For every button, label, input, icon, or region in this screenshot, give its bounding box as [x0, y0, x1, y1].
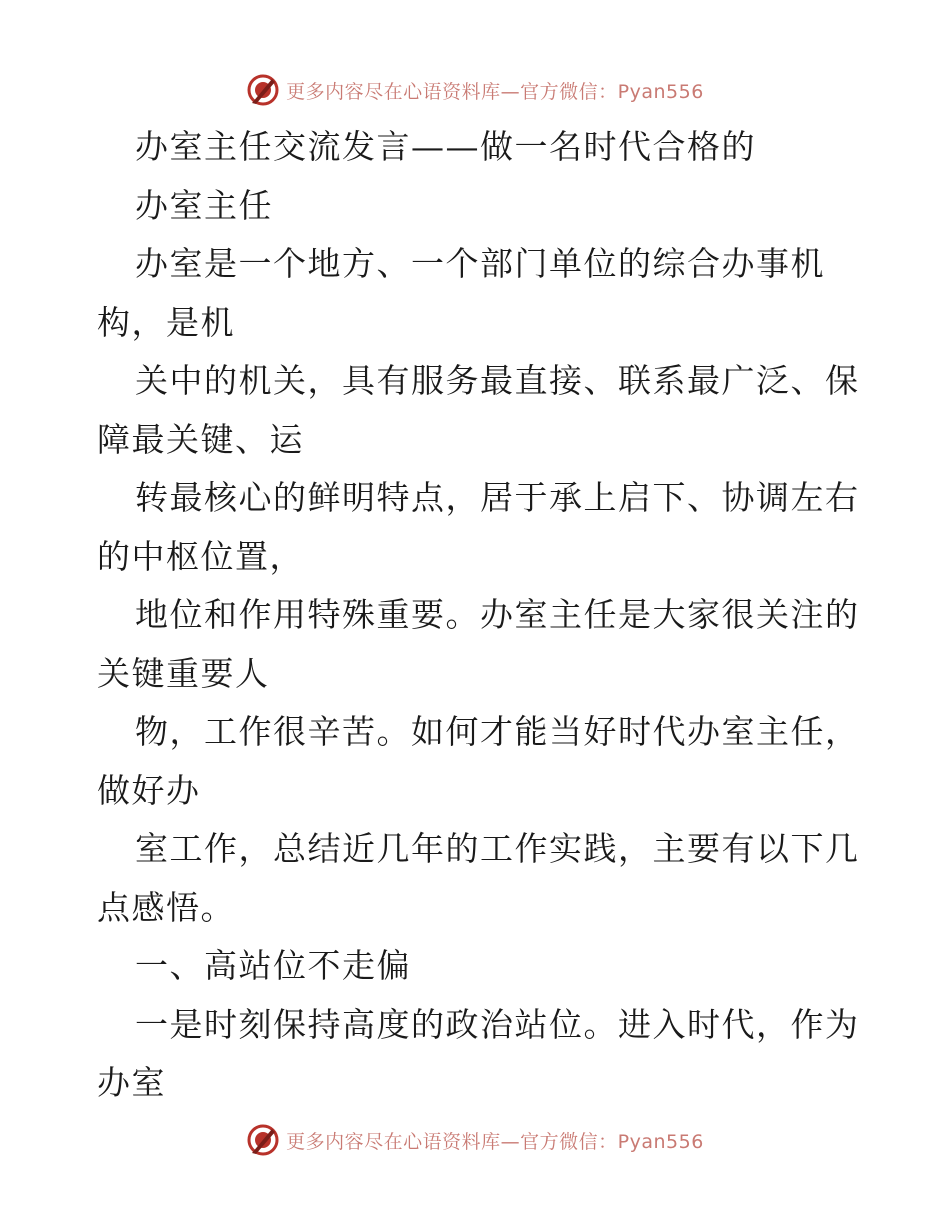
red-quill-logo-icon [246, 1123, 280, 1157]
document-body [97, 118, 860, 1113]
paragraph-line: 一是时刻保持高度的政治站位。进入时代，作为 [135, 1004, 860, 1044]
paragraph-line: 关键重要人 [97, 653, 270, 693]
paragraph-line: 构，是机 [97, 302, 235, 342]
paragraph-line: 室工作，总结近几年的工作实践，主要有以下几 [135, 829, 860, 868]
paragraph-line: 做好办 [97, 770, 201, 810]
paragraph-line: 转最核心的鲜明特点，居于承上启下、协调左右 [135, 478, 860, 517]
paragraph-line: 地位和作用特殊重要。办室主任是大家很关注的 [135, 595, 860, 634]
paragraph-line: 的中枢位置， [97, 536, 304, 576]
paragraph-line: 办室 [97, 1063, 166, 1102]
paragraph-line: 点感悟。 [97, 887, 235, 927]
footer-banner [0, 1120, 950, 1160]
header-banner [0, 70, 950, 110]
paragraph-line: 障最关键、运 [97, 419, 304, 459]
paragraph-line: 关中的机关，具有服务最直接、联系最广泛、保 [135, 361, 860, 400]
paragraph-line: 办室是一个地方、一个部门单位的综合办事机 [135, 244, 825, 283]
red-quill-logo-icon [246, 73, 280, 107]
section-heading: 一、高站位不走偏 [135, 946, 411, 985]
paragraph-line: 物，工作很辛苦。如何才能当好时代办室主任， [135, 712, 860, 751]
footer-promo-text: 更多内容尽在心语资料库—官方微信：Pyan556 [286, 1130, 704, 1153]
title-line-2: 办室主任 [135, 185, 273, 225]
title-line-1: 办室主任交流发言——做一名时代合格的 [135, 127, 756, 166]
header-promo-text: 更多内容尽在心语资料库—官方微信：Pyan556 [286, 80, 704, 103]
